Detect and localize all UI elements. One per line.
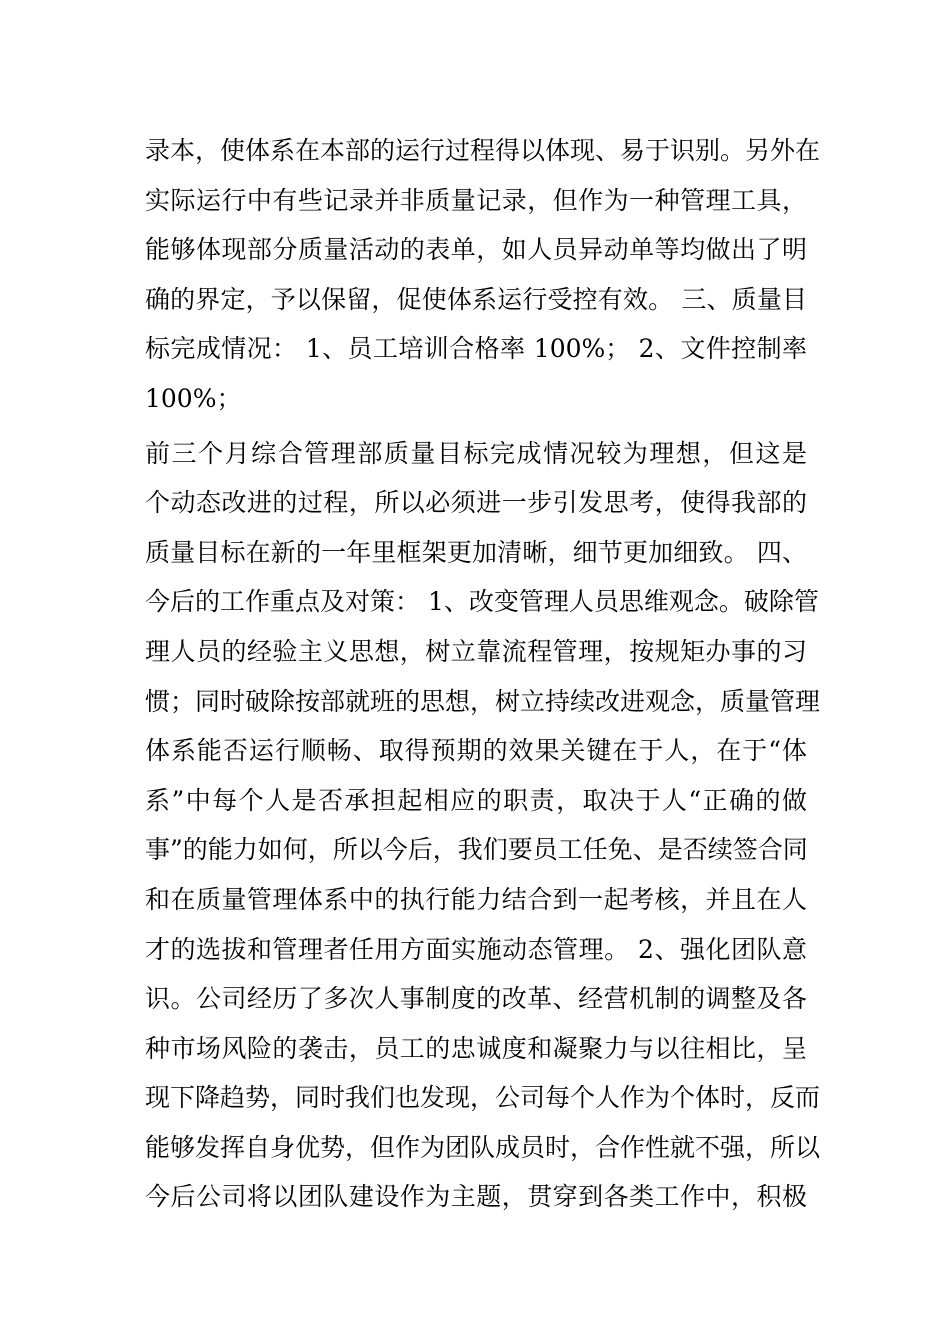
- text-line: 实际运行中有些记录并非质量记录，但作为一种管理工具，: [145, 185, 807, 215]
- text-line: 个动态改进的过程，所以必须进一步引发思考，使得我部的: [145, 488, 807, 518]
- text-line: 理人员的经验主义思想，树立靠流程管理，按规矩办事的习: [145, 636, 807, 666]
- text-line: 惯；同时破除按部就班的思想，树立持续改进观念，质量管理: [145, 686, 821, 716]
- text-line: 体系能否运行顺畅、取得预期的效果关键在于人，在于“体: [145, 736, 807, 766]
- text-line: 和在质量管理体系中的执行能力结合到一起考核，并且在人: [145, 884, 807, 914]
- text-line: 确的界定，予以保留，促使体系运行受控有效。 三、质量目: [145, 284, 807, 314]
- text-line: 事”的能力如何，所以今后，我们要员工任免、是否续签合同: [145, 835, 808, 865]
- text-line: 种市场风险的袭击，员工的忠诚度和凝聚力与以往相比，呈: [145, 1033, 807, 1063]
- text-line: 今后的工作重点及对策： 1、改变管理人员思维观念。破除管: [145, 587, 819, 617]
- text-line: 今后公司将以团队建设作为主题，贯穿到各类工作中，积极: [145, 1182, 807, 1212]
- text-line: 录本，使体系在本部的运行过程得以体现、易于识别。另外在: [145, 136, 821, 165]
- text-line: 才的选拔和管理者任用方面实施动态管理。 2、强化团队意: [145, 934, 807, 964]
- text-line: 质量目标在新的一年里框架更加清晰，细节更加细致。 四、: [145, 537, 807, 567]
- document-body: [145, 126, 821, 1222]
- text-line: 标完成情况： 1、员工培训合格率 100%； 2、文件控制率: [145, 334, 807, 364]
- text-line: 识。公司经历了多次人事制度的改革、经营机制的调整及各: [145, 984, 807, 1014]
- text-line: 前三个月综合管理部质量目标完成情况较为理想，但这是: [145, 438, 807, 468]
- text-line: 100%；: [145, 383, 242, 413]
- paragraph-2: [145, 429, 821, 1223]
- text-line: 能够体现部分质量活动的表单，如人员异动单等均做出了明: [145, 235, 807, 265]
- text-line: 系”中每个人是否承担起相应的职责，取决于人“正确的做: [145, 785, 807, 815]
- paragraph-1: [145, 126, 821, 424]
- text-line: 现下降趋势，同时我们也发现，公司每个人作为个体时，反而: [145, 1083, 821, 1113]
- text-line: 能够发挥自身优势，但作为团队成员时，合作性就不强，所以: [145, 1132, 821, 1162]
